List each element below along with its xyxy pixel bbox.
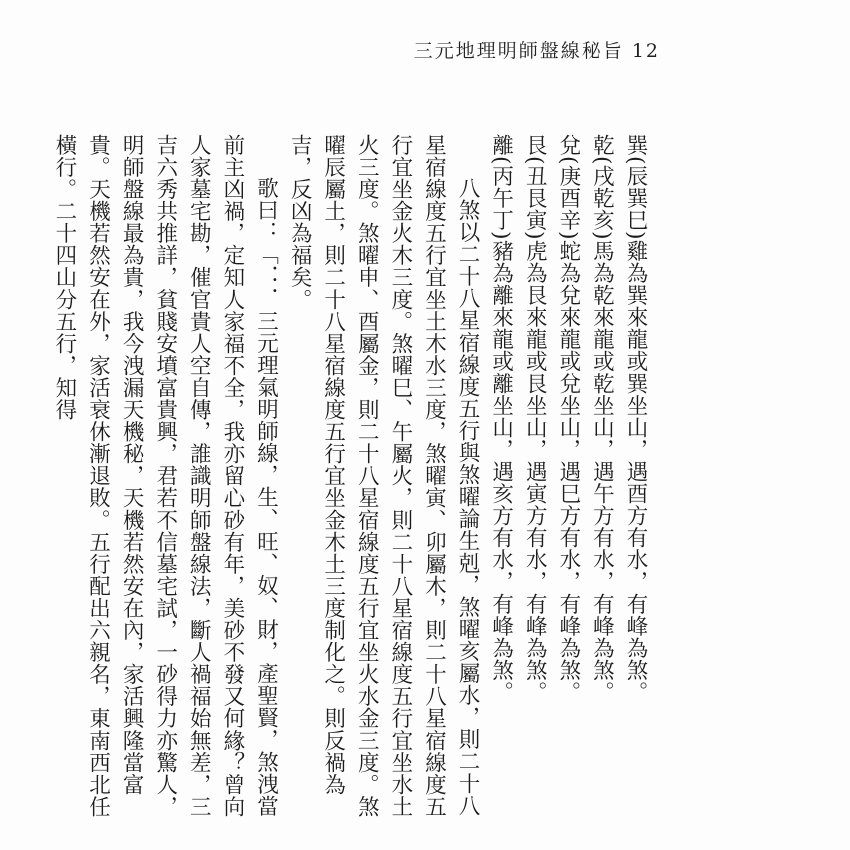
paragraph-eight-sha: 八煞以二十八星宿線度五行與煞曜論生剋，煞曜亥屬水，則二十八星宿線度五行宜坐土木水三度，煞曜寅、卯屬木，則二十八星宿線度五行宜坐金火木三度。煞曜巳、午屬火，則二十八星宿線度五行宜坐水土火三度。煞曜申、酉屬金，則二十八星宿線度五行宜坐火水金三度。煞曜辰屬土，則二十八星宿線度五行宜坐金木土三度制化之。則反禍為吉，反凶為福矣。 — [287, 134, 481, 818]
verse-line-li: 離(丙午丁)豬為離來龍或離坐山，遇亥方有水，有峰為煞。 — [488, 134, 514, 704]
verse-line-xun: 巽(辰巽巳)雞為巽來龍或巽坐山，遇酉方有水，有峰為煞。 — [623, 134, 648, 704]
verse-line-qian: 乾(戌乾亥)馬為乾來龍或乾坐山，遇午方有水，有峰為煞。 — [589, 134, 615, 704]
verse-line-gen: 艮(丑艮寅)虎為艮來龍或艮坐山，遇寅方有水，有峰為煞。 — [522, 134, 548, 704]
page-number: 12 — [631, 40, 660, 62]
paragraph-song: 歌曰：「．．．三元理氣明師線，生、旺、奴、財，產聖賢，煞洩當前主凶禍，定知人家福不全，我亦留心砂有年，美砂不發又何緣？曾向人家墓宅勘，催官貴人空自傳，誰識明師盤線法，斷人禍福始無差，三吉六秀共推詳，貧賤安墳富貴興，君若不信墓宅試，一砂得力亦驚人，明師盤線最為貴，我今洩漏天機秘，天機若然安在內，家活興隆當富貴。天機若然安在外，家活衰休漸退敗。五行配出六親名，東南西北任橫行。二十四山分五行，知得 — [51, 134, 279, 818]
running-header — [414, 36, 660, 63]
vertical-body-text — [47, 134, 652, 834]
book-title: 三元地理明師盤線秘旨 — [413, 40, 624, 62]
verse-line-dui: 兌(庚酉辛)蛇為兌來龍或兌坐山，遇巳方有水，有峰為煞。 — [555, 134, 581, 704]
